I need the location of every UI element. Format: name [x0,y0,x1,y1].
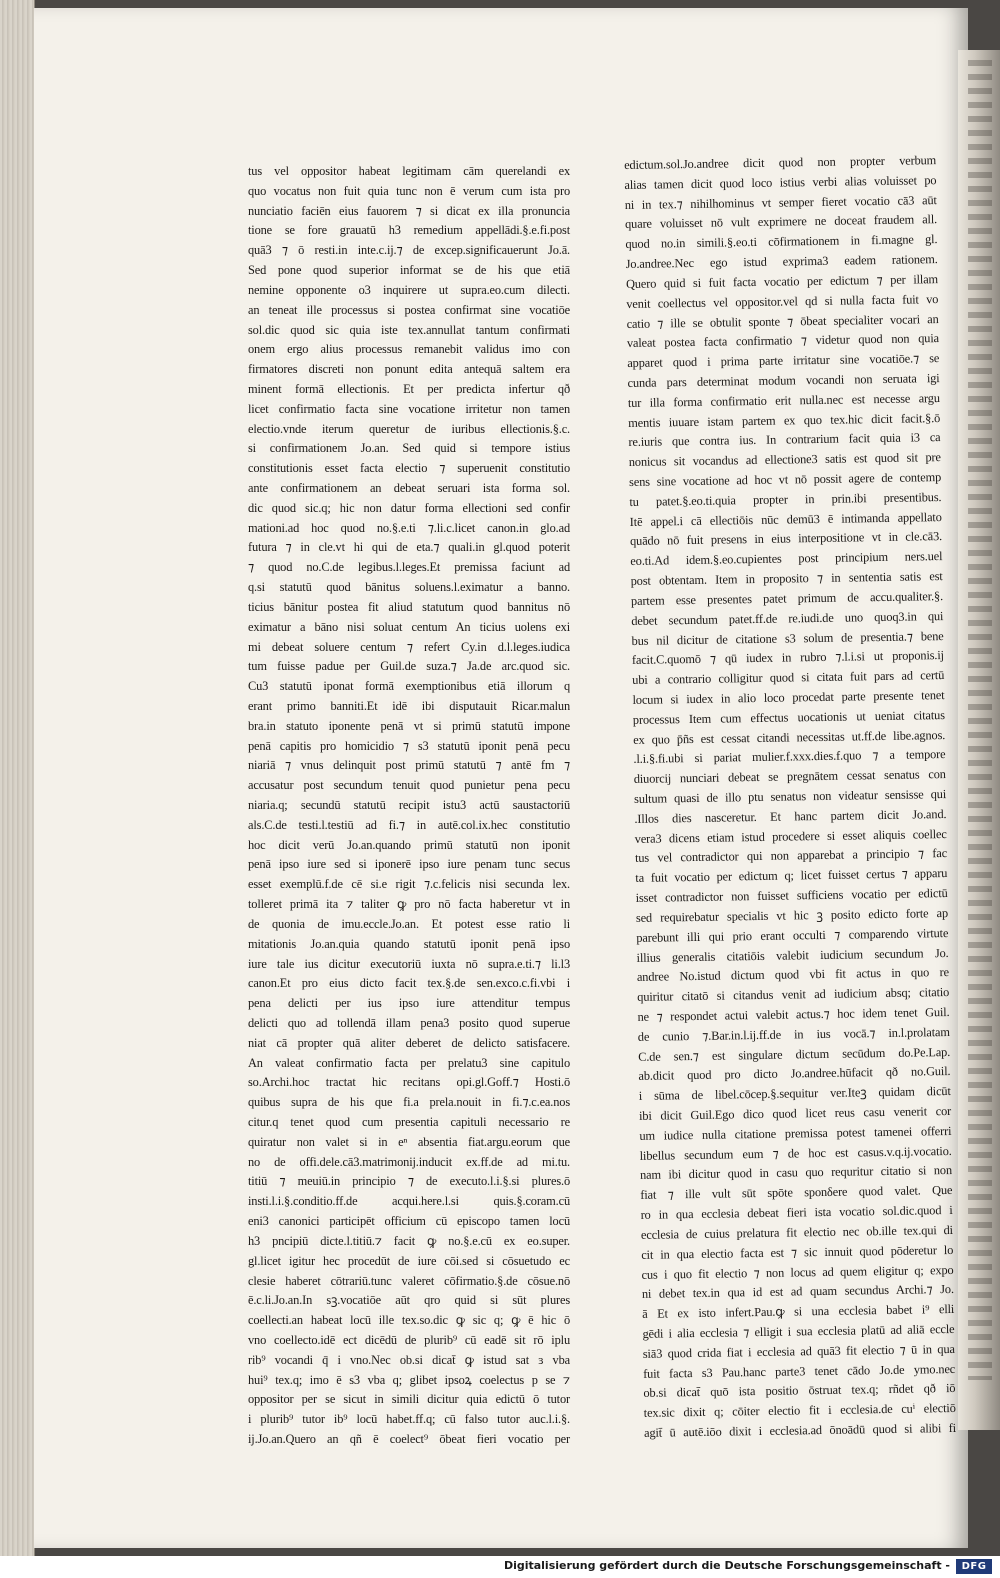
text-line: ubi a contrario colligitur quod si citata fuit pars ad certū [632,668,945,688]
text-line: sol.dic quod sic quia iste tex.annullat tantum confirmati [248,322,570,337]
text-line: mationi.ad hoc quod no.§.e.ti ⁊.li.c.licet canon.in glo.ad [248,520,570,535]
text-line: minent formā ellectionis. Et per predicta infertur qð [248,381,570,396]
text-line: eni3 canonici participēt officium cū episcopo tamen locū [248,1214,570,1229]
text-line: titiū ⁊ meuiū.in principio ⁊ de executo.l.i.§.si plures.ō [248,1174,570,1189]
text-line: tolleret primā ita ⁊ taliter ꝙ pro nō facta haberetur vt in [248,897,570,912]
text-line: so.Archi.hoc tractat hic recitans opi.gl.Goff.⁊ Hosti.ō [248,1075,570,1090]
text-line: dic quod sic.q; hic non datur forma ellectioni sed confir [248,500,570,515]
text-line: futura ⁊ in cle.vt hi qui de eta.⁊ quali.in gl.quod poterit [248,540,570,555]
facing-page-text-glimpse [968,60,992,1380]
text-line: coellecti.an habeat locū ille tex.so.dic ꝙ sic q; ꝙ ē hic ō [248,1313,570,1328]
text-line: debet secundum patet.ff.de re.iudi.de uno quoq3.in qui [631,608,944,628]
text-line: constitutionis esset facta electio ⁊ superuenit constitutio [248,461,570,476]
text-line: niat cā propter quā aliter deberet de delicto satisfacere. [248,1035,570,1050]
text-line: firmatores discreti non ponunt edita antequā saltem era [248,362,570,377]
text-line: tu patet.§.eo.ti.quia propter in prin.ibi presentibus. [629,489,942,509]
text-line: licet confirmatio facta sine vocatione irritetur non tamen [248,401,570,416]
text-line: ā Et ex isto infert.Pau.ꝙ si una ecclesia babet i⁹ elli [642,1302,955,1321]
text-line: i plurib⁹ tutor ib⁹ locū habet.ff.q; cū falso tutor auc.l.i.§. [248,1412,570,1427]
text-line: niariā ⁊ vnus delinquit post primū statutū ⁊ antē fm ⁊ [248,758,570,773]
text-line: eximatur a bāno nisi soluat centum An ticius uolens exi [248,619,570,634]
text-line: ij.Jo.an.Quero an qñ ē coelect⁹ ōbeat fieri vocatio per [248,1432,570,1446]
text-line: quibus supra de his que fi.a prela.nouit in fi.⁊.c.ea.nos [248,1095,570,1110]
text-line: ne ⁊ respondet actui valebit actus.⁊ hoc idem tenet Guil. [637,1004,950,1024]
text-line: sultum quasi de illo ptu senatus non videatur sensisse qui [633,787,947,806]
text-line: citur.q tenet quod cum presentia capituli necessario re [248,1115,570,1129]
text-line: q.si statutū quod bānitus soluens.l.eximatur a banno. [248,580,570,595]
text-line: Itē appel.i cā ellectiōis nūc demū3 ē intimanda appellato [629,509,942,529]
text-line: no de offi.dele.cā3.matrimonij.inducit ex.ff.de ad mi.tu. [248,1154,570,1169]
text-line: clesie haberet cōtrariū.tunc valeret cōfirmatio.§.de cōsue.nō [248,1273,570,1288]
text-line: ibi dicit Guil.Ego dico quod licet reus casu venerit cor [638,1103,952,1123]
text-line: ta fuit vocatio per edictum q; licet fuisset certus ⁊ apparu [635,866,948,886]
text-line: ro in qua ecclesia debeat fieri ista vocatio sol.dic.quod i [640,1203,953,1222]
text-line: um iudice nulla citatione premissa potest tamenei offerri [639,1123,952,1143]
text-line: ni in tex.⁊ nihilhominus vt semper fieret vocatio cā3 aūt [624,192,937,212]
text-line: tex.sic dixit q; cōiter electio fit i ecclesia.de cuⁱ electiō [643,1401,956,1421]
text-line: canon.Et pro eius dicto facit tex.§.de sen.exco.c.fi.vbi i [248,976,570,991]
text-line: An valeat confirmatio facta per prelatu3 sine capitulo [248,1055,570,1070]
text-line: onem ergo alius processus remanebit validus imo con [248,342,570,357]
text-line: partem esse presentes patet primum de accu.qualiter.§. [630,588,944,608]
text-line: gēdi i alia ecclesia ⁊ elligit i sua ecclesia platū ad aliā eccle [642,1321,955,1341]
text-line: Cu3 statutū iponat formā exemptionibus etiā illorum q [248,679,570,694]
text-line: ex quo p̄ñs est cessat citandi necessitas ut.ff.de libe.agnos. [633,727,946,747]
text-line: de cunio ⁊.Bar.in.l.ij.ff.de in ius vocā.⁊ in.l.prolatam [637,1024,950,1044]
text-line: ab.dicit quod pro dicto Jo.andree.hūfacit qð no.Guil. [638,1064,951,1084]
text-line: quiratur non valet si in eⁿ absentia fiat.argu.eorum que [248,1134,570,1149]
text-line: quo vocatus non fuit quia tunc non ē verum cum ista pro [248,183,570,198]
text-line: cit in qua electio facta est ⁊ sic innuit quod pōderetur lo [641,1242,954,1262]
text-line: tur illa forma confirmatio erit nulla.nec est necesse argu [627,390,940,410]
text-line: fuit facta s3 Pau.hanc parte3 tenet cādo Jo.de ymo.nec [643,1361,956,1381]
text-line: accusatur post secundum tenuit quod punietur pena pecu [248,778,570,793]
text-line: tum fuisse padue per Guil.de suza.⁊ Ja.de arc.quod sic. [248,659,570,674]
text-line: Quero quid si fuit facta vocatio per edictum ⁊ per illam [625,271,939,291]
text-line: nunciatio faciēn eius fauorem ⁊ si dicat ex illa pronuncia [248,203,570,218]
text-line: esset exemplū.f.de cē si.e rigit ⁊.c.felicis nisi secunda lex. [248,877,570,892]
text-line: ⁊ quod no.C.de legibus.l.leges.Et premissa faciunt ad [248,560,570,575]
text-line: h3 pncipiū dicte.l.titiū.⁊ facit ꝙ no.§.e.cū ex eo.super. [248,1233,570,1248]
text-line: mitationis Jo.an.quia quando statutū iponit penā ipso [248,936,570,951]
text-line: illius generalis citatiōis valebit iudicium secundum Jo. [636,945,949,965]
digitization-footer [0,1556,1000,1578]
text-line: niaria.q; secundū statutū recipit istu3 actū saustactoriū [248,798,570,812]
text-line: diuorcij nunciari debeat se pregnātem cessat senatus con [633,767,946,787]
text-line: ni debet tex.in qua id est ad quam secundus Archi.⁊ Jo. [641,1282,954,1302]
text-line: valeat postea facta confirmatio ⁊ videtur quod non quia [626,331,940,351]
text-line: penā capitis pro homicidio ⁊ s3 statutū iponit penā pecu [248,738,570,753]
text-line: pena delicti per ius ipso iure attenditur tempus [248,996,570,1011]
text-line: post obtentam. Item in proposito ⁊ in sententia satis est [630,569,943,589]
text-line: isset contradictor non fuisset sufficiens vocatio per edictū [635,886,948,905]
text-line: apparet quod i prima parte irritatur sine vocatiōe.⁊ se [627,351,940,371]
text-line: delicti quo ad tollendā illam pena3 posito quod superue [248,1015,570,1030]
text-line: quā3 ⁊ ō resti.in inte.c.ij.⁊ de excep.significauerunt Jo.ā. [248,243,570,258]
text-line: vno coellecto.idē ect dicēdū de plurib⁹ cū eadē sit rō iplu [248,1332,570,1347]
text-line: bra.in statuto iponente penā vt si primū statutū impone [248,718,570,733]
text-line: nemine opponente o3 inquirere ut supra.eo.cum dilecti. [248,282,570,297]
text-line: libellus secundum eum ⁊ de hoc est casus.v.q.ij.vocatio. [639,1143,952,1163]
text-line: iure tale ius dicitur executoriū iuxta nō supra.e.ti.⁊ li.l3 [248,956,570,971]
text-line: .l.i.§.fi.ubi si pariat mulier.f.xxx.dies.f.quo ⁊ a tempore [633,747,946,767]
text-line: fiat ⁊ ille vult sūt spōte sponδere quod valet. Que [640,1183,953,1203]
book-page-edges [0,0,35,1556]
text-line: insti.l.i.§.conditio.ff.de acqui.here.l.si quis.§.coram.cū [248,1194,570,1209]
text-line: si confirmationem Jo.an. Sed quid si tempore istius [248,441,570,456]
text-line: penā ipso iure sed si iponerē ipso iure penam tunc secus [248,857,570,872]
text-line: ē.c.li.Jo.an.In sꝫ.vocatiōe aūt qro quid si sūt plures [248,1293,570,1308]
text-line: andree No.istud dictum quod vbi fit actus in quo re [636,965,949,985]
text-line: hoc dicit verū Jo.an.quando primū statutū non iponit [248,837,570,852]
text-line: Jo.andree.Nec ego istud exprima3 eadem rationem. [625,252,938,272]
text-line: C.de sen.⁊ est singulare dictum secūdum do.Pe.Lap. [638,1044,951,1064]
text-line: gl.licet igitur hec procedūt de iure cōi.sed si cōsuetudo ec [248,1253,570,1268]
text-line: facit.C.quomō ⁊ qū iudex in rubro ⁊.l.i.si ut proponis.ij [631,648,944,668]
text-line: tione se fore grauatū h3 remedium appellādi.§.e.fi.post [248,223,570,238]
dfg-logo: DFG [956,1559,992,1574]
text-line: quare voluisset nō vult exprimere ne doceat fraudem all. [624,212,938,232]
text-line: ecclesia de cuius prelatura fit electio nec ob.ille tex.qui di [640,1222,954,1242]
text-line: re.iuris que contra ius. In contrarium facit quia i3 ca [628,430,941,450]
text-line: cunda pars determinat modum vocandi non seruata igi [627,371,940,390]
text-line: siā3 quod crida fiat i ecclesia ad quā3 fit electio ⁊ ū in qua [642,1341,955,1361]
text-line: bus nil dicitur de citatione s3 solum de presentia.⁊ bene [631,628,944,648]
text-line: mentis iuuare istam partem ex quo tex.hic dicit facit.§.ō [628,410,941,430]
text-line: hui⁹ tex.q; imo ē s3 vba q; glibet ipsoꝝ coelectus p se ⁊ [248,1372,570,1387]
text-line: venit coellectus vel oppositor.vel qd si nulla facta fuit vo [626,291,939,311]
text-line: .Illos dies nasceretur. Et hanc partem dicit Jo.and. [634,806,947,826]
text-line: sed requirebatur specialis vt hic ꝫ posito edicto forte ap [635,905,949,925]
text-line: edictum.sol.Jo.andree dicit quod non propter verbum [624,153,937,172]
text-line: Sed pone quod superior informat se de his que etiā [248,263,570,278]
left-text-column [248,162,570,1450]
text-line: mi debeat soluere centum ⁊ refert Cy.in d.l.leges.iudica [248,639,570,654]
text-line: cus i quo fit electio ⁊ non locus ad quem eligitur q; expo [641,1262,954,1282]
text-line: ticius bānitur postea fit aliud statutum quod bannitus nō [248,599,570,614]
text-line: processus Item cum effectus uocationis ut ueniat citatus [632,707,945,727]
text-line: oppositor per se sicut in simili dicitur quia edictū ō tutor [248,1392,570,1407]
text-line: quiritur citatō si citandus venit ad iudicium absq; citatio [637,985,950,1005]
text-line: sens sine vocatione ad hoc vt nō possit agere de contemp [629,470,942,489]
text-line: locum si iudex in alio loco procedat parte presente tenet [632,687,945,707]
text-line: nam ibi dicitur quod in casu quo requritur citatio si non [639,1163,953,1183]
text-line: quod no.in simili.§.eo.ti cōfirmationem in fi.magne gl. [625,232,938,252]
text-line: nonicus sit vocandus ad ellectione3 satis est quod sit pre [628,450,941,470]
text-line: tus vel contradictor qui non apparebat a principio ⁊ fac [634,846,948,866]
text-line: ob.si dicat̄ quō ista positio ōstruat tex.q; rñdet qð iō [643,1381,956,1401]
text-line: i sūma de libel.cōcep.§.sequitur ver.Iteꝫ quidam dicūt [638,1084,951,1104]
text-line: catio ⁊ ille se obtulit sponte ⁊ ōbeat specialiter vocari an [626,311,939,331]
text-line: vera3 dicens etiam istud procedere si esset aliquis coellec [634,826,947,846]
text-line: ante confirmationem an debeat seruari ista forma sol. [248,481,570,495]
right-text-column [624,151,956,1444]
text-line: quādo nō fuit presens in eius interpositione vt in cle.cā3. [629,529,943,549]
text-line: tus vel oppositor habeat legitimam cām querelandi ex [248,164,570,178]
text-line: alias tamen dicit quod loco istius verbi alias voluisset po [624,172,937,192]
text-line: an teneat ille processus si postea confirmat sine vocatiōe [248,302,570,317]
footer-credit-text: Digitalisierung gefördert durch die Deutsche Forschungsgemeinschaft - [503,1559,950,1572]
text-line: parebunt illi qui prio erant occulti ⁊ comparendo virtute [636,925,949,945]
text-line: electio.vnde iterum queretur de iuribus ellectionis.§.c. [248,421,570,436]
text-line: erant primo banniti.Et idē ibi disputauit Ricar.malun [248,698,570,713]
text-line: als.C.de testi.l.testiū ad fi.⁊ in autē.col.ix.hec constitutio [248,817,570,832]
text-line: de quonia de imu.eccle.Jo.an. Et potest esse ratio li [248,916,570,931]
text-line: rib⁹ vocandi q̄ i vno.Nec ob.si dicat̄ ꝙ istud sat ɜ vba [248,1352,570,1367]
text-line: eo.ti.Ad idem.§.eo.cupientes post principium ners.uel [630,549,943,569]
text-line: agit̄ ū autē.iōo dixit i ecclesia.ad ōnoādū quod si alibi fi [643,1420,957,1440]
